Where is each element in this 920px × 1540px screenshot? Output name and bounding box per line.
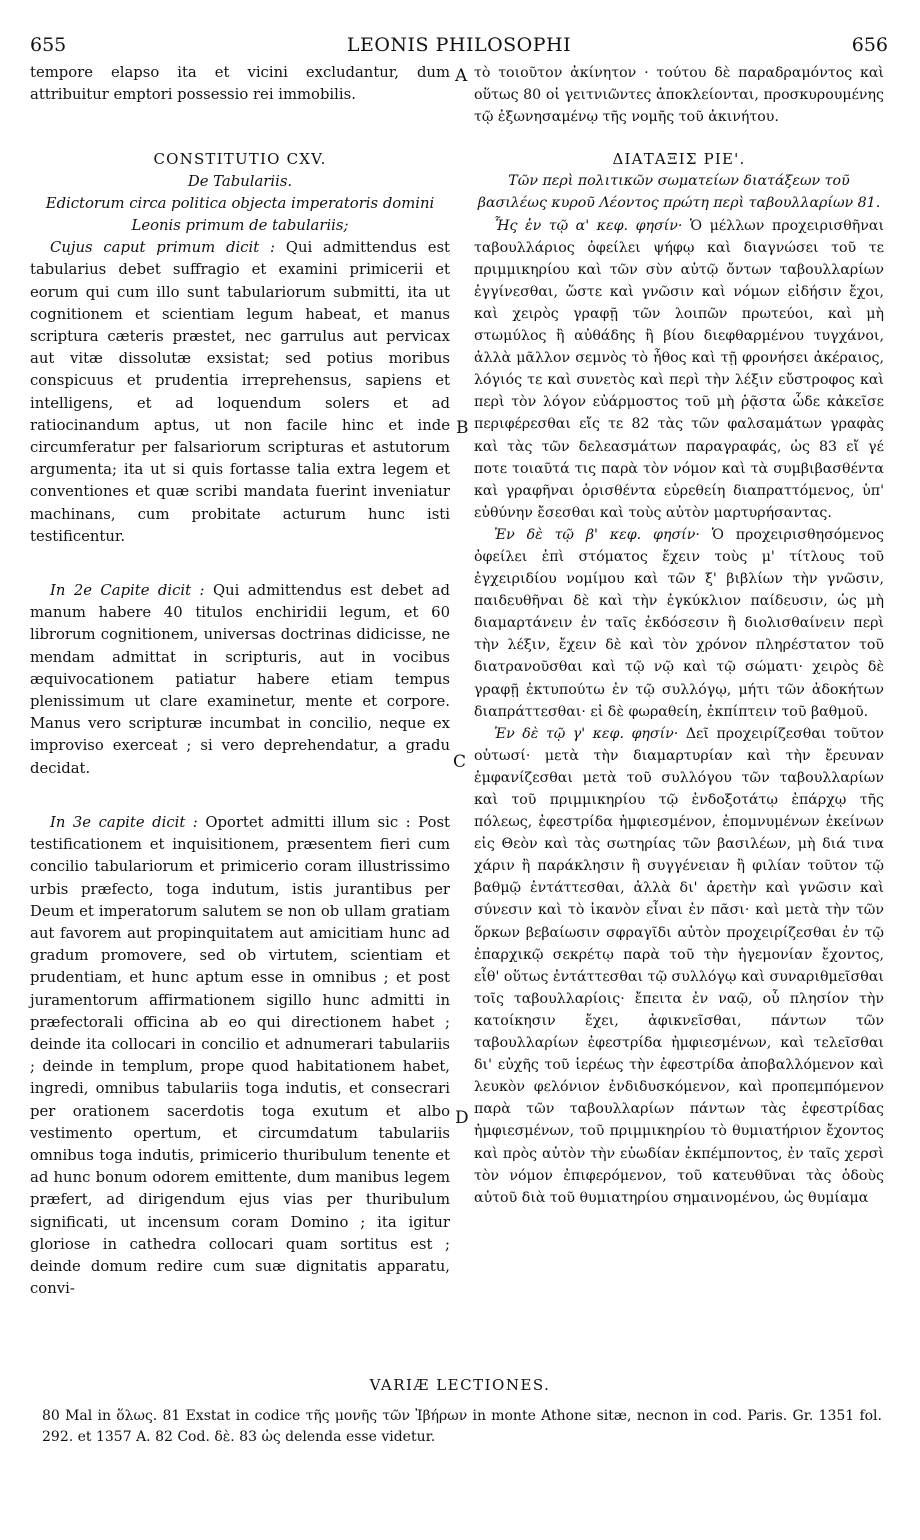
greek-paragraph-3-intro: Ἐν δὲ τῷ γ' κεφ. φησίν·	[494, 725, 679, 742]
latin-paragraph-3-text: Oportet admitti illum sic : Post testificationem et inquisitionem, præsentem fieri cum concilio tabulariorum et primicerio coram illustrissimo urbis præfecto, toga indutum, istis jurantibus per Deum et imperatorum salutem se non ob ullam gratiam aut favorem aut propinquitatem aut amicitiam hunc ad gradum promovere, sed ob virtutem, scientiam et prudentiam, et hunc aptum esse in omnibus ; et post juramentorum affirmationem sigillo hunc admitti in præfectorali officina ab eo qui directionem habet ; deinde ita collocari in concilio et adnumerari tabulariis ; deinde in templum, prope quod habitationem habet, ingredi, omnibus tabulariis toga indutis, et consecrari per orationem sacerdotis toga exutum et albo vestimento opertum, et circumdatum tabulariis omnibus toga indutis, primicerio thuribulum tenente et ad hunc bonum odorem emittente, dum manibus legem præfert, ad dirigendum ejus vias per thuribulum significati, ut incensum coram Domino ; ita igitur gloriose in cathedra collocari quam sortitus est ; deinde domum redire cum suæ dignitatis apparatu, convi-	[30, 813, 450, 1298]
page-number-right: 656	[851, 34, 888, 56]
latin-paragraph-2-intro: In 2e Capite dicit :	[50, 582, 205, 600]
greek-paragraph-3-text: Δεῖ προχειρίζεσθαι τοῦτον οὑτωσί· μετὰ τὴν διαμαρτυρίαν καὶ τὴν ἔρευναν ἐμφανίζεσθαι μετὰ τοῦ συλλόγου τῶν ταβουλλαρίων καὶ τοῦ πριμμικηρίου τῷ ἐνδοξοτάτῳ ἐπάρχῳ τῆς πόλεως, ἐφεστρίδα ἠμφιεσμένον, ἐπομνυμένων ἐκείνων εἰς Θεὸν καὶ τὰς σωτηρίας τῶν βασιλέων, μὴ διά τινα χάριν ἢ παράκλησιν ἢ συγγένειαν ἢ φιλίαν τοῦτον τῷ βαθμῷ ἐντάττεσθαι, ἀλλὰ δι' ἀρετὴν καὶ γνῶσιν καὶ σύνεσιν καὶ τὸ ἱκανὸν εἶναι ἐν πᾶσι· καὶ μετὰ τὴν τῶν ὅρκων βεβαίωσιν σφραγῖδι αὐτὸν προχειρίζεσθαι ἐν τῷ ἐπαρχικῷ σεκρέτῳ παρὰ τοῦ τὴν ἡγεμονίαν ἔχοντος, εἶθ' οὕτως ἐντάττεσθαι τῷ συλλόγῳ καὶ συναριθμεῖσθαι τοῖς ταβουλλαρίοις· ἔπειτα ἐν ναῷ, οὗ πλησίον τὴν κατοίκησιν ἔχει, ἀφικνεῖσθαι, πάντων τῶν ταβουλλαρίων ἐφεστρίδα ἠμφιεσμένων, καὶ τελεῖσθαι δι' εὐχῆς τοῦ ἱερέως τὴν ἐφεστρίδα ἀποβαλλόμενον καὶ λευκὸν φελόνιον ἐνδιδυσκόμενον, καὶ προπεμπόμενον παρὰ τῶν ταβουλλαρίων πάντων τὰς ἐφεστρίδας ἠμφιεσμένων, τοῦ πριμμικηρίου τὸ θυμιατήριον ἔχοντος καὶ πρὸς αὐτὸν τὴν εὐωδίαν ἐκπέμποντος, ἐν ταῖς χερσὶ τὸν νόμον ἐπιφερόμενον, τοῦ κατευθῦναι τὰς ὁδοὺς αὐτοῦ διὰ τοῦ θυμιατηρίου σημαινομένου, ὡς θυμίαμα	[474, 725, 885, 1206]
section-marker-c: C	[453, 752, 467, 772]
greek-lead-paragraph: τὸ τοιοῦτον ἀκίνητον · τούτου δὲ παραδραμόντος καὶ οὕτως 80 οἱ γειτνιῶντες ἀποκλείονται, προσκυρουμένης τῷ ἐξωνησαμένῳ τῆς νομῆς τοῦ ἀκινήτου.	[474, 65, 884, 126]
greek-paragraph-1-text: Ὁ μέλλων προχειρισθῆναι ταβουλλάριος ὀφείλει ψήφῳ καὶ διαγνώσει τοῦ τε πριμμικηρίου καὶ τῶν σὺν αὐτῷ ὄντων ταβουλλαρίων ἐγγίνεσθαι, ὥστε καὶ γνῶσιν καὶ νόμων εἰδήσιν ἔχοι, καὶ χειρὸς γραφῇ τῶν λοιπῶν πρωτεύοι, καὶ μὴ στωμύλος ἢ αὐθάδης ἢ βίου διεφθαρμένου τυγχάνοι, ἀλλὰ μᾶλλον σεμνὸς τὸ ἦθος καὶ τῇ φρονήσει ἀκέραιος, λόγιός τε καὶ συνετὸς καὶ περὶ τὴν λέξιν εὔστροφος καὶ περὶ τὸν λόγον εὐάρμοστος τοῦ μὴ ῥᾷστα ὧδε κἀκεῖσε περιφέρεσθαι εἴς τε 82 τὰς τῶν φαλσαμάτων γραφὰς καὶ τὰς τῶν δελεασμάτων παραγραφάς, ὡς 83 εἴ γέ ποτε τοιαῦτά τις παρὰ τὸν νόμον καὶ τὰ συμβιβασθέντα καὶ γραφῆναι ὁρισθέντα εὑρεθείη διαπραττόμενος, ὑπ' εὐθύνην ἔσεσθαι καὶ τοὺς αὐτὸν μαρτυρήσαντας.	[474, 217, 885, 521]
latin-paragraph-2-text: Qui admittendus est debet ad manum habere 40 titulos enchiridii legum, et 60 librorum cognitionem, universas doctrinas didicisse, ne mendam admittat in scripturis, aut in vocibus æquivocationem patiatur habere etiam tempus plenissimum ut clare examinetur, mente et corpore. Manus vero scripturæ incumbat in concilio, neque ex improviso exerceat ; si vero deprehendatur, a gradu decidat.	[30, 582, 450, 777]
running-head	[30, 34, 888, 58]
variae-lectiones-notes: 80 Mal in ὅλως. 81 Exstat in codice τῆς μονῆς τῶν Ἰβήρων in monte Athone sitæ, necnon in cod. Paris. Gr. 1351 fol. 292. et 1357 A. 82 Cod. δὲ. 83 ὡς delenda esse videtur.	[42, 1408, 882, 1445]
latin-paragraph-2	[30, 580, 450, 780]
page-number-left: 655	[30, 34, 67, 56]
greek-paragraph-2-text: Ὁ προχειρισθησόμενος ὀφείλει ἐπὶ στόματος ἔχειν τοὺς μ' τίτλους τοῦ ἐγχειριδίου νομίμου καὶ τῶν ξ' βιβλίων τὴν γνῶσιν, παιδευθῆναι δὲ καὶ τὴν ἐγκύκλιον παίδευσιν, ὡς μὴ διαμαρτάνειν ἐν ταῖς ἐκδόσεσιν ἢ διολισθαίνειν περὶ τὴν λέξιν, ἔχειν δὲ καὶ τὸν χρόνον πληρέστατον τοῦ διατρανοῦσθαι καὶ τῷ νῷ καὶ τῷ σώματι· χειρὸς δὲ γραφῇ ἐκτυπούτω ἐν τῷ συλλόγῳ, μήτι τῶν ἀδοκήτων διαπράττεσθαι· εἰ δὲ φωραθείη, ἐκπίπτειν τοῦ βαθμοῦ.	[474, 526, 884, 720]
latin-subtitle: Edictorum circa politica objecta imperatoris domini Leonis primum de tabulariis;	[45, 194, 435, 235]
variae-lectiones-heading: VARIÆ LECTIONES.	[369, 1376, 551, 1394]
latin-constitution-heading: CONSTITUTIO CXV.	[153, 150, 327, 169]
greek-diataxis-heading: ΔΙΑΤΑΞΙΣ ΡΙΕ'.	[612, 150, 746, 169]
greek-paragraph-1	[474, 215, 884, 524]
latin-paragraph-3	[30, 812, 450, 1300]
greek-paragraph-3	[474, 723, 884, 1209]
latin-paragraph-1-intro: Cujus caput primum dicit :	[50, 239, 275, 257]
running-title: LEONIS PHILOSOPHI	[346, 34, 572, 56]
latin-lead-paragraph: tempore elapso ita et vicini excludantur, dum attribuitur emptori possessio rei immobilis.	[30, 64, 450, 104]
latin-paragraph-1	[30, 237, 450, 548]
greek-paragraph-1-intro: Ἧς ἐν τῷ α' κεφ. φησίν·	[494, 217, 683, 234]
latin-subheading: De Tabulariis.	[187, 172, 293, 190]
latin-paragraph-3-intro: In 3e capite dicit :	[50, 813, 198, 831]
latin-column	[30, 62, 450, 1300]
latin-paragraph-1-text: Qui admittendus est tabularius debet suffragio et examini primicerii et eorum qui cum illo sunt tabulariorum submitti, ita ut cognitionem et scientiam legum habeat, et manus scriptura cæteris præstet, nec garrulus aut pervicax aut vitæ dissolutæ exsistat; sed potius moribus conspicuus et prudentia irreprehensus, sapiens et intelligens, et ad loquendum solers et ad ratiocinandum aptus, ut non facile hinc et inde circumferatur per falsariorum scripturas et astutorum argumenta; ita ut si quis fortasse talia extra legem et conventiones et quæ scribi mandata fuerint inveniatur machinans, cum probitate acturum hunc isti testificentur.	[30, 239, 450, 545]
greek-column	[474, 62, 884, 1209]
section-marker-b: B	[456, 418, 469, 438]
greek-paragraph-2-intro: Ἐν δὲ τῷ β' κεφ. φησίν·	[494, 526, 700, 543]
greek-paragraph-2	[474, 524, 884, 723]
section-marker-d: D	[455, 1108, 469, 1128]
section-marker-a: A	[455, 66, 468, 86]
greek-subtitle: Τῶν περὶ πολιτικῶν σωματείων διατάξεων τοῦ βασιλέως κυροῦ Λέοντος πρώτη περὶ ταβουλλαρίων 81.	[477, 173, 881, 212]
